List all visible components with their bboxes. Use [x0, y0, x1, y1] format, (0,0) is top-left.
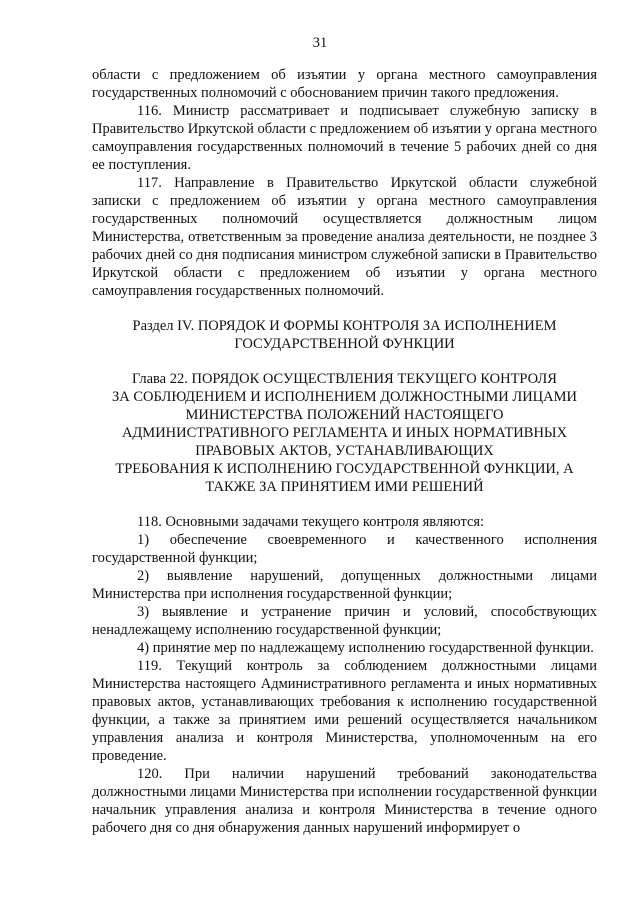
paragraph-118: 118. Основными задачами текущего контроля являются:: [137, 514, 485, 530]
chapter-heading-line: АДМИНИСТРАТИВНОГО РЕГЛАМЕНТА И ИНЫХ НОРМАТИВНЫХ: [121, 425, 568, 441]
paragraph-116: 116. Министр рассматривает и подписывает служебную записку в Правительство Иркутской области с предложением об изъятии у органа местного самоуправления государственных полномочий в течение 5 рабочих дней со дня ее поступления.: [92, 103, 597, 173]
chapter-heading-line: ЗА СОБЛЮДЕНИЕМ И ИСПОЛНЕНИЕМ ДОЛЖНОСТНЫМИ ЛИЦАМИ: [112, 389, 577, 405]
section-heading: [92, 317, 597, 353]
chapter-heading-line: Глава 22. ПОРЯДОК ОСУЩЕСТВЛЕНИЯ ТЕКУЩЕГО КОНТРОЛЯ: [132, 371, 557, 387]
section-heading-line: Раздел IV. ПОРЯДОК И ФОРМЫ КОНТРОЛЯ ЗА ИСПОЛНЕНИЕМ: [132, 318, 557, 334]
chapter-heading: [92, 370, 597, 496]
section-heading-line: ГОСУДАРСТВЕННОЙ ФУНКЦИИ: [234, 336, 455, 352]
paragraph-continuation: области с предложением об изъятии у органа местного самоуправления государственных полномочий с обоснованием причин такого предложения.: [92, 67, 597, 101]
list-item-4: 4) принятие мер по надлежащему исполнению государственной функции.: [137, 640, 594, 656]
list-item-3: 3) выявление и устранение причин и условий, способствующих ненадлежащему исполнению государственной функции;: [92, 604, 597, 638]
paragraph-120: 120. При наличии нарушений требований законодательства должностными лицами Министерства при исполнении государственной функции начальник управления анализа и контроля Министерства в течение одного рабочего дня со дня обнаружения данных нарушений информирует о: [92, 766, 597, 836]
list-item-1: 1) обеспечение своевременного и качественного исполнения государственной функции;: [92, 532, 597, 566]
chapter-heading-line: МИНИСТЕРСТВА ПОЛОЖЕНИЙ НАСТОЯЩЕГО: [185, 407, 504, 423]
paragraph-117: 117. Направление в Правительство Иркутской области служебной записки с предложением об изъятии у органа местного самоуправления государственных полномочий осуществляется должностным лицом Министерства, ответственным за проведение анализа деятельности, не позднее 3 рабочих дней со дня подписания министром служебной записки в Правительство Иркутской области с предложением об изъятии у органа местного самоуправления государственных полномочий.: [92, 175, 597, 299]
page-content: [92, 66, 597, 837]
chapter-heading-line: ТАКЖЕ ЗА ПРИНЯТИЕМ ИМИ РЕШЕНИЙ: [205, 479, 484, 495]
list-item-2: 2) выявление нарушений, допущенных должностными лицами Министерства при исполнения государственной функции;: [92, 568, 597, 602]
chapter-heading-line: ТРЕБОВАНИЯ К ИСПОЛНЕНИЮ ГОСУДАРСТВЕННОЙ ФУНКЦИИ, А: [115, 461, 574, 477]
page-number: 31: [312, 35, 328, 51]
paragraph-119: 119. Текущий контроль за соблюдением должностными лицами Министерства настоящего Административного регламента и иных нормативных правовых актов, устанавливающих требования к исполнению государственной функции, а также за принятием ими решений осуществляется начальником управления анализа и контроля Министерства, уполномоченным на его проведение.: [92, 658, 597, 764]
chapter-heading-line: ПРАВОВЫХ АКТОВ, УСТАНАВЛИВАЮЩИХ: [195, 443, 494, 459]
